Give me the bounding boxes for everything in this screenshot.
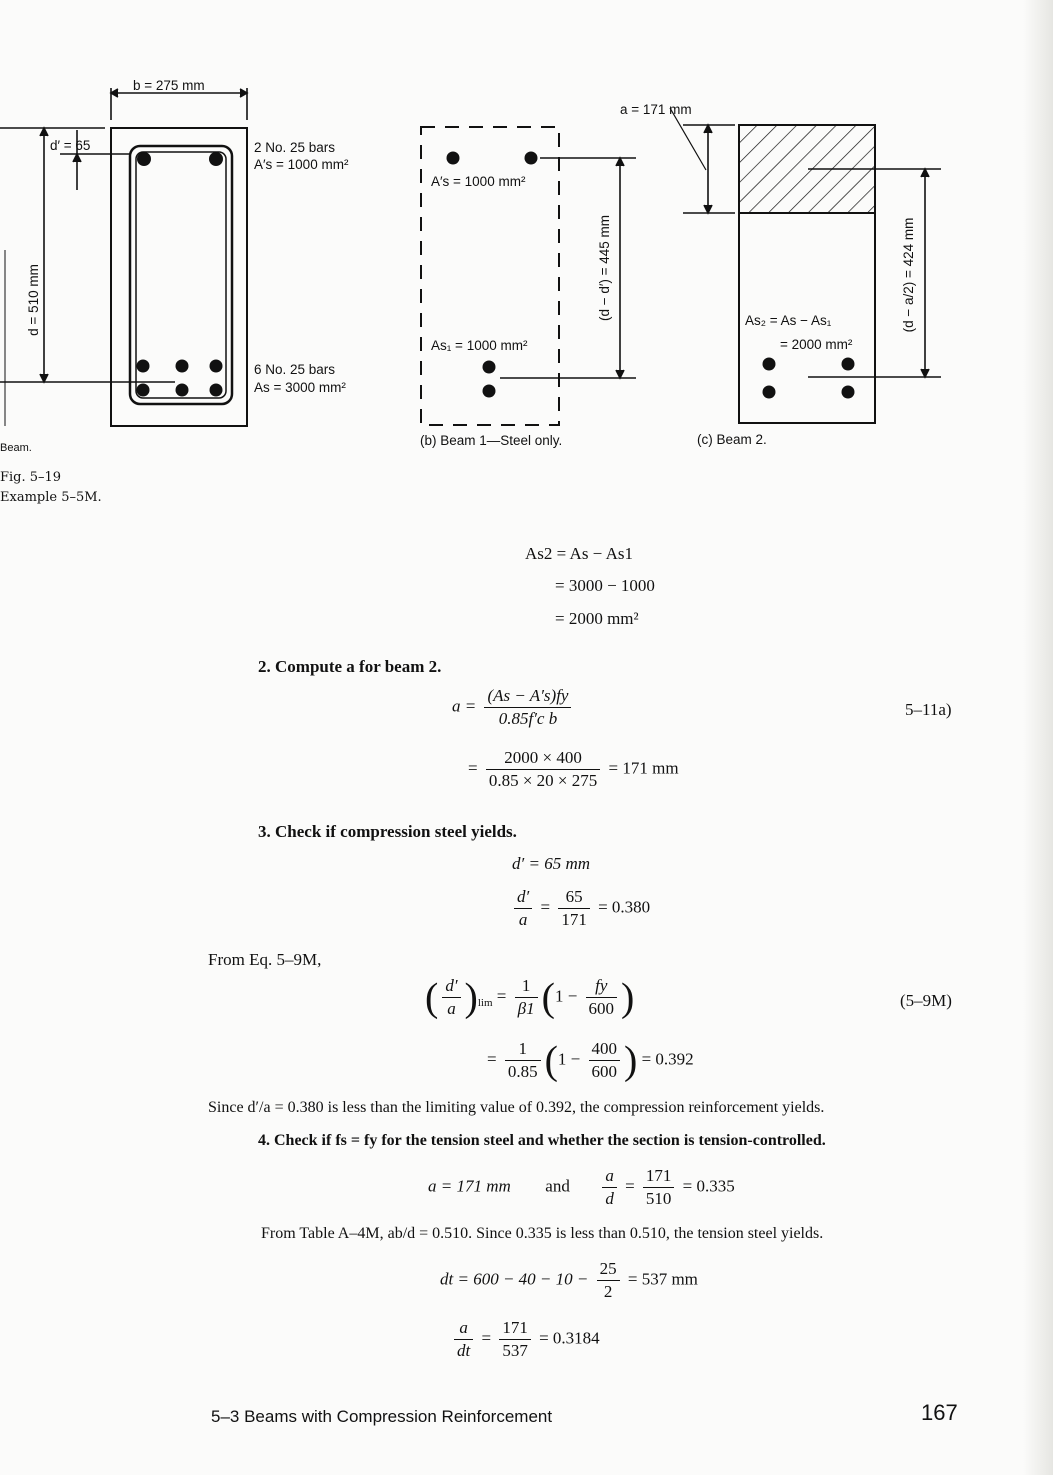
bar [763,386,776,399]
dprime-line: d′ = 65 mm [512,854,590,873]
a171: a = 171 mm [428,1176,511,1196]
beam-c-lever-label: (d − a/2) = 424 mm [901,217,916,333]
beam-b-lever-label: (d − d′) = 445 mm [597,214,612,322]
adt-den2: 537 [499,1339,531,1362]
a2-num: 2000 × 400 [504,748,582,767]
adt-den: dt [454,1339,473,1362]
a2-result: = 171 mm [608,758,679,778]
lim-600: 600 [586,997,618,1020]
figure-5-19 [0,70,1000,530]
lim2-paren-one: 1 − [557,1049,581,1069]
lim2-400: 400 [591,1039,618,1058]
beam-a-caption: Beam. [0,442,32,454]
bar [483,385,496,398]
as2-line1: As2 = As − As1 [525,544,633,563]
lim-sub: lim [477,996,493,1009]
eq-a-formula [452,685,575,730]
lim-lhs-den: a [442,997,460,1020]
table-text: From Table A–4M, ab/d = 0.510. Since 0.335 is less than 0.510, the tension steel yields. [261,1225,824,1242]
eq-limit-numeric: = $\frac{1}{0.85}$ (1 − $\frac{400}{600}$ ) = 0.392 [487,1037,694,1083]
eq-adt [450,1317,600,1362]
ad-den: d [602,1187,617,1210]
adt-num2: 171 [502,1318,528,1337]
lim-lhs-num: d′ [445,976,458,995]
step3-heading: 3. Check if compression steel yields. [258,822,517,841]
adt-num: a [459,1318,468,1337]
ad-num2: 171 [645,1166,672,1185]
and-word: and [545,1176,570,1196]
ratio-den: a [514,908,532,931]
bar [137,384,150,397]
beam-a-top-area: A′s = 1000 mm² [254,157,349,172]
bar [176,360,189,373]
footer-section: 5–3 Beams with Compression Reinforcement [211,1407,553,1426]
eq-dt [440,1258,698,1303]
ad-result: = 0.335 [682,1176,735,1196]
ad-den2: 510 [643,1187,675,1210]
ratio-num2: 65 [565,887,583,906]
lim-one: 1 [521,976,531,995]
a-lhs: a = [452,696,477,716]
page-edge-shadow [1023,0,1053,1475]
beam-b-top-area: A′s = 1000 mm² [431,174,526,189]
bar [209,152,223,166]
dt-result: = 537 mm [627,1269,698,1289]
lim2-one: 1 [518,1039,527,1058]
bar [210,360,223,373]
bar [525,152,538,165]
ad-eq: = [625,1176,635,1196]
bar [483,361,496,374]
beam-b-caption: (b) Beam 1—Steel only. [420,433,563,448]
bar [176,384,189,397]
bar [842,358,855,371]
step4-heading: 4. Check if fs = fy for the tension steel and whether the section is tension-controlled. [258,1132,826,1149]
figure-reference: Example 5–5M. [0,490,102,505]
beam-a-width-label: b = 275 mm [133,78,205,93]
beam-a-dprime-label: d′ = 65 [50,138,91,153]
page-number: 167 [921,1400,958,1425]
beam-a-bottom-area: As = 3000 mm² [254,380,346,395]
beam-a-depth-label: d = 510 mm [26,264,41,336]
eq-limit: ( $\frac{d'}{a}$ )$_{lim}$ = $\frac{1}{\beta 1}$ (1 − $\frac{fy}{600}$ ) [425,974,635,1020]
ratio-num: d′ [517,887,530,906]
beam-c-area-line1: As₂ = As − As₁ [745,313,832,328]
lim-eq: = [496,986,507,1006]
lim2-result: = 0.392 [641,1049,694,1069]
beam-a-bottom-bars: 6 No. 25 bars [254,362,336,377]
eq-ad [428,1165,735,1210]
bar [210,384,223,397]
beam-c-area-line2: = 2000 mm² [780,337,853,352]
a2-den: 0.85 × 20 × 275 [486,769,600,792]
beam-c-a-label: a = 171 mm [620,102,692,117]
a2-eq: = [468,758,478,778]
beam-c-caption: (c) Beam 2. [697,432,767,447]
eq-ratio [510,886,650,931]
bar [842,386,855,399]
bar [137,152,151,166]
ratio-den2: 171 [558,908,590,931]
bar [447,152,460,165]
beam-b-section [421,127,559,425]
ratio-result: = 0.380 [598,897,651,917]
dt-num: 25 [599,1259,617,1278]
lim2-085: 0.85 [505,1060,541,1083]
dt-lhs: dt = 600 − 40 − 10 − [440,1269,589,1289]
step2-heading: 2. Compute a for beam 2. [258,657,442,676]
lim2-600: 600 [589,1060,621,1083]
as2-line3: = 2000 mm² [555,609,639,628]
adt-eq: = [481,1328,492,1348]
a-num: (As − A′s)fy [487,686,569,705]
lim2-eq: = [487,1049,497,1069]
eq-a-numeric [468,747,679,792]
adt-result: = 0.3184 [539,1328,600,1348]
lim-beta: β1 [515,997,538,1020]
eq-label-511a: 5–11a) [905,700,952,719]
eq-label-59m: (5–9M) [900,991,952,1010]
since-text: Since d′/a = 0.380 is less than the limiting value of 0.392, the compression reinforcement yields. [208,1099,825,1116]
a-den: 0.85f′c b [484,707,571,730]
dt-den: 2 [597,1280,620,1303]
lim-fy: fy [595,976,608,995]
bar [137,360,150,373]
figure-number: Fig. 5–19 [0,470,62,485]
ratio-eq: = [540,897,551,917]
bar [763,358,776,371]
from-eq-text: From Eq. 5–9M, [208,950,322,969]
beam-a-top-bars: 2 No. 25 bars [254,140,336,155]
ad-num: a [605,1166,614,1185]
as2-line2: = 3000 − 1000 [555,576,655,595]
lim-paren-one: 1 − [554,986,578,1006]
beam-b-bottom-area: As₁ = 1000 mm² [431,338,528,353]
